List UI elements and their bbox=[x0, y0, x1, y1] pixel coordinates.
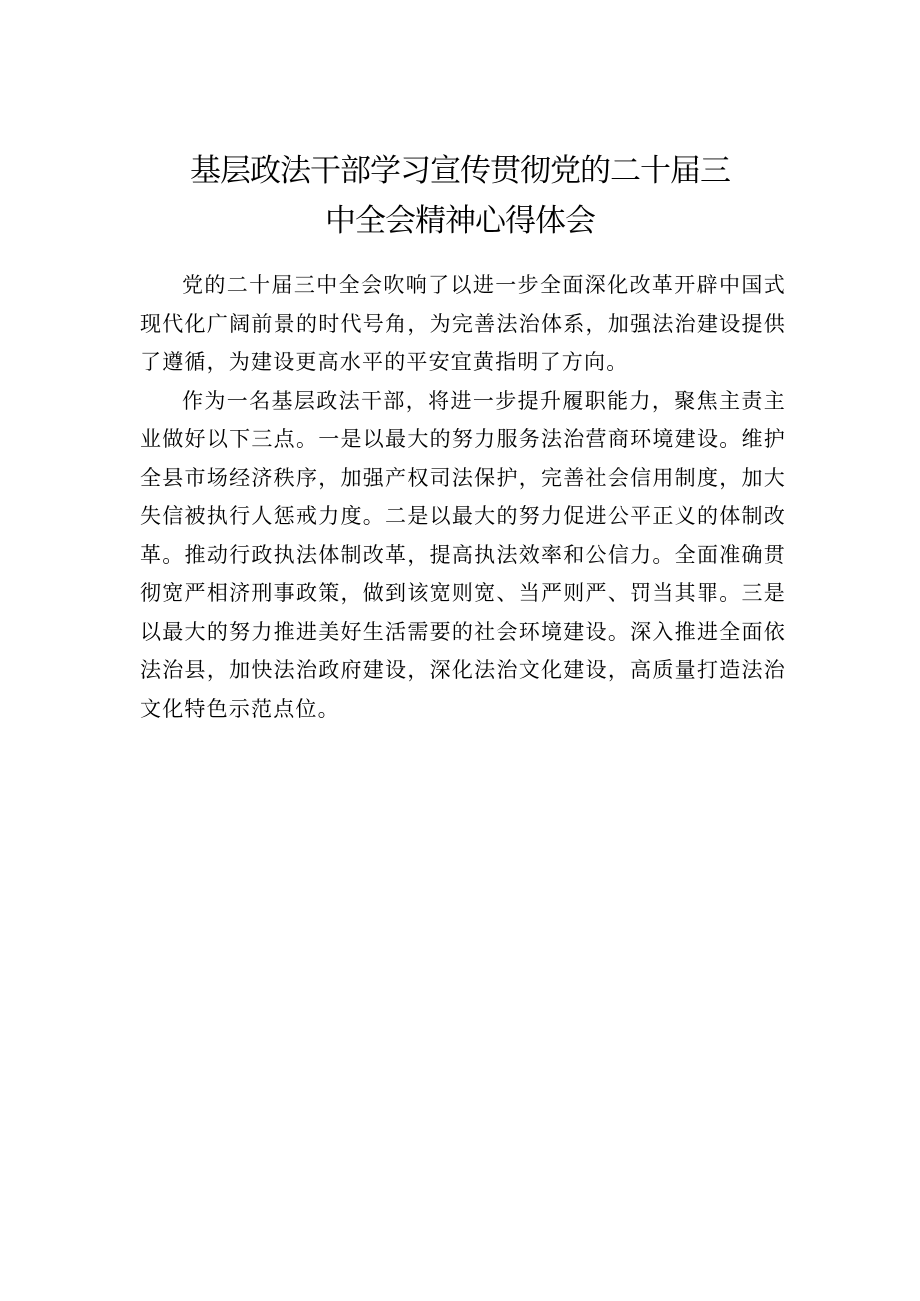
document-body bbox=[140, 266, 786, 728]
title-line-1: 基层政法干部学习宣传贯彻党的二十届三 bbox=[190, 153, 730, 189]
paragraph-2: 作为一名基层政法干部，将进一步提升履职能力，聚焦主责主业做好以下三点。一是以最大的努力服务法治营商环境建设。维护全县市场经济秩序，加强产权司法保护，完善社会信用制度，加大失信被执行人惩戒力度。二是以最大的努力促进公平正义的体制改革。推动行政执法体制改革，提高执法效率和公信力。全面准确贯彻宽严相济刑事政策，做到该宽则宽、当严则严、罚当其罪。三是以最大的努力推进美好生活需要的社会环境建设。深入推进全面依法治县，加快法治政府建设，深化法治文化建设，高质量打造法治文化特色示范点位。 bbox=[140, 388, 786, 721]
paragraph-1: 党的二十届三中全会吹响了以进一步全面深化改革开辟中国式现代化广阔前景的时代号角，为完善法治体系，加强法治建设提供了遵循，为建设更高水平的平安宜黄指明了方向。 bbox=[140, 273, 786, 374]
document-title bbox=[120, 146, 800, 246]
title-line-2: 中全会精神心得体会 bbox=[325, 203, 595, 239]
